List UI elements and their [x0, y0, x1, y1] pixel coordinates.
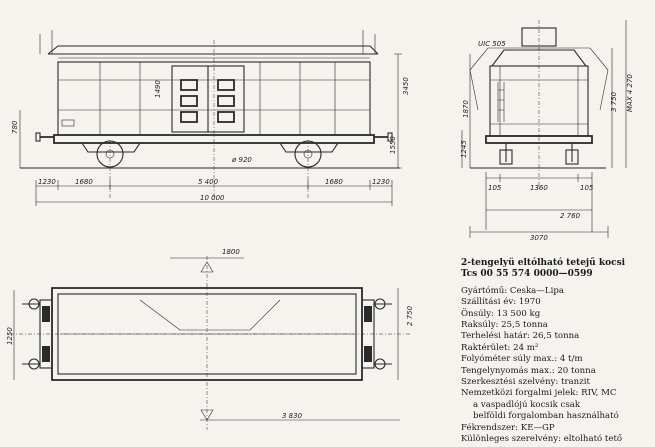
dim-end-h3: 3 750 [610, 91, 618, 112]
side-dimensions [11, 54, 410, 206]
spec-line: Folyóméter súly max.: 4 t/m [461, 354, 583, 365]
dim-end-width3: 3070 [530, 234, 548, 242]
spec-line: Szállítási év: 1970 [461, 297, 541, 308]
wheel-left [97, 141, 123, 167]
dim-side-5: 1230 [372, 178, 390, 186]
spec-line: Tengelynyomás max.: 20 tonna [461, 365, 596, 376]
spec-line: belföldi forgalomban használható [473, 411, 619, 422]
spec-line: Gyártómű: Ceska—Lipa [461, 285, 564, 296]
spec-line: Különleges szerelvény: eltolható tető [461, 434, 623, 445]
spec-line: Raksúly: 25,5 tonna [461, 320, 548, 331]
dim-side-h3: 1550 [389, 136, 397, 154]
spec-block [461, 258, 655, 446]
dim-side-h4: 3450 [402, 77, 410, 95]
dim-side-total: 10 000 [200, 194, 225, 202]
roof-handles [40, 30, 375, 54]
end-dimensions [460, 20, 634, 242]
wagon-title: 2-tengelyü eltólható tetejű kocsi [461, 258, 626, 268]
spec-line: a vaspadlójú kocsik csak [473, 399, 581, 410]
wheel-right [295, 141, 321, 167]
spec-line: Fékrendszer: KE—GP [461, 422, 555, 433]
dim-plan-bottom: 3 830 [282, 412, 303, 420]
dim-side-h2: 780 [11, 120, 19, 134]
plan-view [10, 256, 410, 430]
dim-end-2: 1360 [530, 184, 548, 192]
dim-gauge-label: UIC 505 [478, 40, 506, 48]
side-roof [48, 46, 378, 54]
spec-line: Terhelési határ: 26,5 tonna [461, 331, 580, 342]
dim-side-3: 5 400 [198, 178, 219, 186]
dim-side-h1: 1490 [154, 80, 162, 98]
dim-end-3: 105 [580, 184, 594, 192]
dim-side-2: 1680 [75, 178, 93, 186]
spec-line: Nemzetközi forgalmi jelek: RIV, MC [461, 388, 617, 399]
dim-end-h4: MAX 4 270 [626, 74, 634, 112]
dim-plan-right: 2 750 [406, 305, 414, 326]
spec-line: Szerkesztési szelvény: tranzit [461, 377, 590, 388]
dim-end-1: 105 [488, 184, 502, 192]
dim-plan-top: 1800 [222, 248, 240, 256]
dim-end-h1: 1870 [462, 100, 470, 118]
dim-end-width2: 2 760 [560, 212, 581, 220]
side-view [20, 30, 400, 200]
dim-wheel-dia: ø 920 [232, 156, 252, 164]
spec-line: Raktérület: 24 m² [461, 342, 539, 353]
spec-line: Önsúly: 13 500 kg [461, 308, 541, 319]
dim-side-1: 1230 [38, 178, 56, 186]
dim-side-4: 1680 [325, 178, 343, 186]
dim-end-h2: 1245 [460, 140, 468, 158]
dim-plan-left: 1250 [6, 327, 14, 345]
wagon-code: Tcs 00 55 574 0000—0599 [461, 269, 593, 280]
